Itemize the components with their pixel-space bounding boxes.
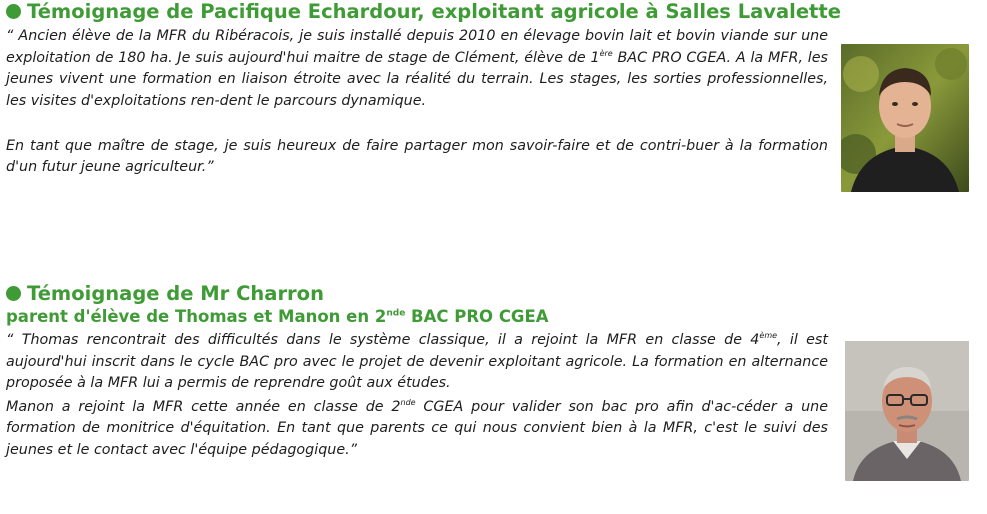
portrait-photo-pacifique <box>841 44 969 192</box>
portrait-photo-charron <box>845 341 969 481</box>
testimonial-quote-continued: Manon a rejoint la MFR cette année en classe de 2nde CGEA pour valider son bac pro afin d'ac-céder a une formation de monitrice d'équitation. En tant que parents ce qui nous convient bien à la MFR, c'est le suivi des jeunes et le contact avec l'équipe pédagogique.” <box>6 397 828 458</box>
testimonial-quote: “ Thomas rencontrait des difficultés dans le système classique, il a rejoint la MFR en classe de 4ème, il est aujourd'hui inscrit dans le cycle BAC pro avec le projet de devenir exploitant agricole. La formation en alternance proposée à la MFR lui a permis de reprendre goût aux études. <box>6 331 828 391</box>
testimonial-quote: “ Ancien élève de la MFR du Ribéracois, je suis installé depuis 2010 en élevage bovin lait et bovin viande sur une exploitation de 180 ha. Je suis aujourd'hui maitre de stage de Clément, élève de 1ère BAC PRO CGEA. A la MFR, les jeunes vivent une formation en liaison étroite avec la réalité du terrain. Les stages, les sorties professionnelles, les visites d'exploitations ren-dent le parcours dynamique. <box>6 28 828 109</box>
testimonial-heading: Témoignage de Pacifique Echardour, exploitant agricole à Salles Lavalette <box>6 0 981 24</box>
testimonial-quote-continued: En tant que maître de stage, je suis heureux de faire partager mon savoir-faire et de contri-buer à la formation d'un futur jeune agriculteur.” <box>6 137 828 175</box>
testimonial-heading: Témoignage de Mr Charron <box>6 282 981 306</box>
testimonial-pacifique <box>6 0 981 179</box>
bullet-icon <box>6 4 21 19</box>
bullet-icon <box>6 286 21 301</box>
testimonial-subheading: parent d'élève de Thomas et Manon en 2nde BAC PRO CGEA <box>6 307 549 326</box>
testimonial-charron <box>6 282 981 461</box>
